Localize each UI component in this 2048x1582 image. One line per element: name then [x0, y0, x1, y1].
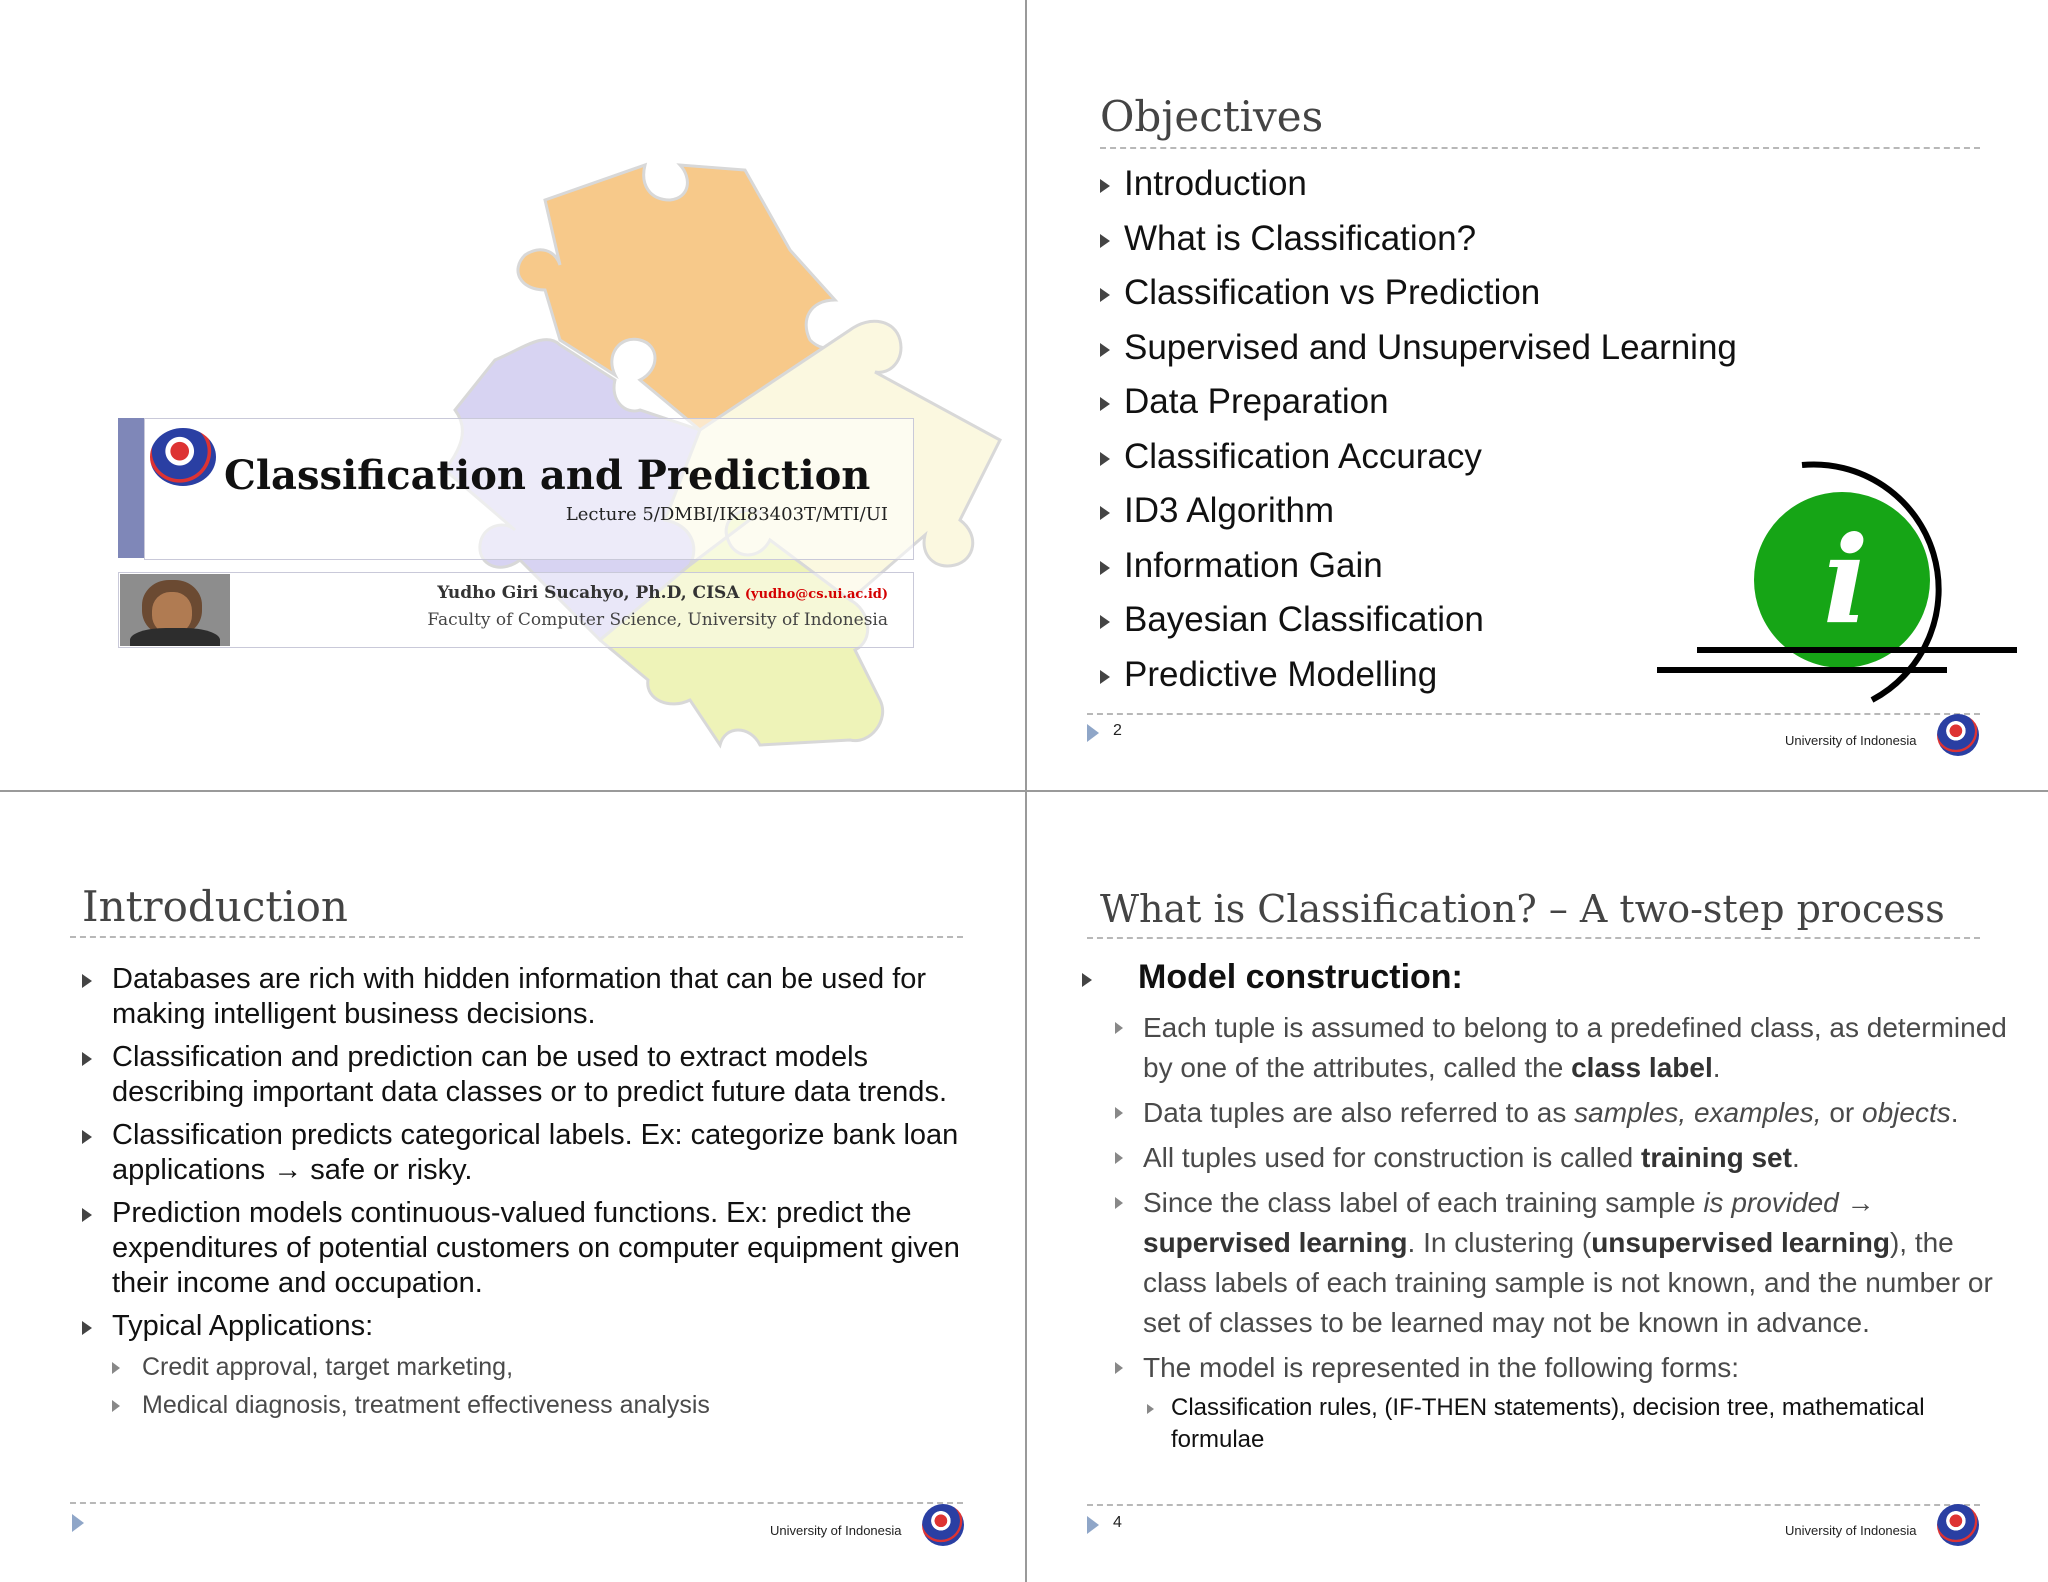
- objective-item: ID3 Algorithm: [1100, 487, 1800, 542]
- objective-item: Information Gain: [1100, 542, 1800, 597]
- point-item: Data tuples are also referred to as samples, examples, or objects.: [1113, 1093, 2018, 1133]
- objective-item: Classification Accuracy: [1100, 433, 1800, 488]
- slide-1-subtitle: Lecture 5/DMBI/IKI83403T/MTI/UI: [565, 504, 888, 525]
- slide-2-footer-marker: [1087, 724, 1099, 742]
- intro-bullets: [82, 962, 962, 1424]
- slide-2-footer-text: University of Indonesia: [1785, 733, 1917, 748]
- objective-item: Bayesian Classification: [1100, 596, 1800, 651]
- slide-4-page-number: 4: [1113, 1514, 1122, 1531]
- author-name: Yudho Giri Sucahyo, Ph.D, CISA: [437, 583, 740, 603]
- point-sub-item: Classification rules, (IF-THEN statements), decision tree, mathematical formulae: [1113, 1392, 1991, 1456]
- slide-3-university-logo: [922, 1504, 964, 1546]
- intro-item: Classification predicts categorical labels. Ex: categorize bank loan applications → safe or risky.: [82, 1118, 962, 1188]
- slide-2-page-number: 2: [1113, 722, 1122, 739]
- intro-item: Classification and prediction can be used to extract models describing important data classes or to predict future data trends.: [82, 1040, 962, 1110]
- intro-sub-item: Medical diagnosis, treatment effectiveness analysis: [82, 1386, 962, 1424]
- author-email: (yudho@cs.ui.ac.id): [744, 587, 888, 602]
- slide-4-footer-rule: [1087, 1504, 1980, 1506]
- intro-item: Prediction models continuous-valued functions. Ex: predict the expenditures of potential customers on computer equipment given their income and occupation.: [82, 1196, 962, 1301]
- university-logo: [150, 428, 216, 486]
- slide-1-title-text: Classification and Prediction: [224, 452, 871, 499]
- slide-4-footer-text: University of Indonesia: [1785, 1523, 1917, 1538]
- author-affiliation: Faculty of Computer Science, University of Indonesia: [427, 610, 888, 630]
- slide-2-university-logo: [1937, 714, 1979, 756]
- puzzle-illustration: [0, 0, 1024, 789]
- objective-item: Classification vs Prediction: [1100, 269, 1800, 324]
- slide-3-title-rule: [70, 936, 963, 938]
- classification-points: [1113, 1008, 2018, 1456]
- objective-item: Introduction: [1100, 160, 1800, 215]
- slide-2-title: Objectives: [1100, 92, 1324, 141]
- intro-item: Databases are rich with hidden information that can be used for making intelligent business decisions.: [82, 962, 962, 1032]
- slide-3-footer-marker: [72, 1514, 84, 1532]
- slide-4-footer-marker: [1087, 1516, 1099, 1534]
- slide-4-university-logo: [1937, 1504, 1979, 1546]
- slide-3-title: Introduction: [82, 882, 348, 931]
- slide-3-introduction: [0, 792, 1024, 1582]
- objective-item: What is Classification?: [1100, 215, 1800, 270]
- point-item: Since the class label of each training sample is provided → supervised learning. In clustering (unsupervised learning), the class labels of each training sample is not known, and the number or set of classes to be learned may not be known in advance.: [1113, 1183, 2018, 1343]
- author-photo: [120, 574, 230, 646]
- slide-1-title: [0, 0, 1024, 789]
- title-accent-bar: [118, 418, 144, 558]
- slide-2-title-rule: [1100, 147, 1980, 149]
- slide-3-footer-rule: [70, 1502, 963, 1504]
- slide-2-footer-rule: [1087, 713, 1980, 715]
- objective-item: Supervised and Unsupervised Learning: [1100, 324, 1800, 379]
- info-icon: [1657, 450, 2017, 710]
- author-line: [437, 583, 888, 603]
- slide-4-title-rule: [1087, 937, 1980, 939]
- intro-item: Typical Applications:: [82, 1309, 962, 1344]
- point-item: All tuples used for construction is called training set.: [1113, 1138, 2018, 1178]
- objective-item: Predictive Modelling: [1100, 651, 1800, 706]
- slide-4-what-is-classification: What is Classification? – A two-step process Model construction: Each tuple is assumed to belong to a predefined class, as determined by one of the attributes, called the class label. Data tuples are also referred to as samples, examples, or objects. All tuples used for construction is called training set. Since the class label of each training sample is provided → supervised learning. In clustering (unsupervised learning), the class labels of each training sample is not known, and the number or set of classes to be learned may not be known in advance. The model is represented in the following forms: Classification rules, (IF-THEN statements), decision tree, mathematical formulae 4 University of Indonesia: [1027, 792, 2048, 1582]
- intro-sub-item: Credit approval, target marketing,: [82, 1348, 962, 1386]
- objective-item: Data Preparation: [1100, 378, 1800, 433]
- info-glyph: i: [1823, 510, 1869, 651]
- point-item: Each tuple is assumed to belong to a predefined class, as determined by one of the attributes, called the class label.: [1113, 1008, 2018, 1088]
- slide-3-footer-text: University of Indonesia: [770, 1523, 902, 1538]
- point-item: The model is represented in the following forms:: [1113, 1348, 2018, 1388]
- slide-4-title: What is Classification? – A two-step process: [1100, 887, 1945, 931]
- slide-2-objectives: [1027, 0, 2048, 789]
